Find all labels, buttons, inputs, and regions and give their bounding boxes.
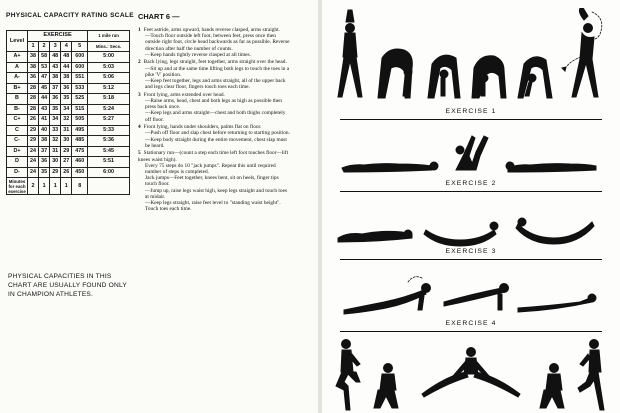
exercise-1-label: EXERCISE 1 (445, 108, 497, 115)
minutes-cell: 8 (72, 178, 88, 195)
table-cell: 515 (72, 104, 88, 115)
figure-standing-arms-up (338, 10, 362, 97)
figure-front-lying (338, 230, 412, 242)
table-row (7, 83, 130, 94)
exercise-3-rule (340, 259, 602, 260)
table-cell: 48 (61, 52, 72, 63)
table-row (7, 94, 130, 105)
table-cell: 36 (28, 73, 39, 84)
table-row (7, 136, 130, 147)
table-cell: 24 (28, 146, 39, 157)
table-cell: 5:36 (88, 136, 130, 147)
table-cell: 5:18 (88, 94, 130, 105)
instruction-line: —Keep legs straight, raise feet level to "standing waist height". Touch toes each time. (145, 200, 281, 213)
table-header-row (7, 31, 130, 42)
table-cell: 48 (50, 52, 61, 63)
instruction-line: Every 75 steps do 10 "jack jumps". Repeat this until required number of steps is completed. (145, 162, 276, 176)
table-cell: 533 (72, 83, 88, 94)
table-cell: 36 (39, 157, 50, 168)
table-cell: 28 (28, 104, 39, 115)
table-body (7, 52, 130, 178)
figure-push-up-slap (444, 284, 509, 311)
champion-caption: PHYSICAL CAPACITIES IN THIS CHART ARE USUALLY FOUND ONLY IN CHAMPION ATHLETES. (8, 273, 127, 298)
instruction-line: —Raise arms, head, chest and both legs as high as possible then press back once. (145, 98, 282, 111)
table-cell: 525 (72, 94, 88, 105)
ex-number: 4 (61, 41, 72, 52)
table-cell: 43 (50, 62, 61, 73)
figure-push-up-low (518, 294, 596, 312)
level-cell: B (7, 94, 28, 105)
figure-back-lying-2 (506, 162, 596, 172)
exercise-2-figures (322, 124, 620, 178)
figure-squat-right (540, 364, 564, 409)
table-cell: 33 (50, 125, 61, 136)
table-cell: 27 (61, 157, 72, 168)
instruction-line: Jack jumps—Feet together, knees bent, sit on heels, finger tips touch floor. (145, 175, 279, 188)
exercise-4-rule (340, 331, 602, 332)
figure-arch-up (424, 222, 498, 246)
ex-number: 3 (50, 41, 61, 52)
table-cell: 505 (72, 115, 88, 126)
level-cell: A+ (7, 52, 28, 63)
table-cell: 38 (39, 136, 50, 147)
table-row (7, 73, 130, 84)
table-cell: 495 (72, 125, 88, 136)
table-cell: 600 (72, 52, 88, 63)
exercise-4-label: EXERCISE 4 (445, 320, 497, 327)
level-cell: B- (7, 104, 28, 115)
ex-number: 2 (39, 41, 50, 52)
table-cell: 53 (39, 62, 50, 73)
table-cell: 29 (61, 146, 72, 157)
table-cell: 38 (28, 62, 39, 73)
table-cell: 31 (50, 146, 61, 157)
chart-section (138, 150, 290, 212)
rating-scale-table (6, 30, 130, 195)
table-cell: 5:51 (88, 157, 130, 168)
chart-section (138, 124, 290, 149)
figure-bent-touch-center (428, 55, 460, 98)
table-cell: 450 (72, 167, 88, 178)
table-cell: 551 (72, 73, 88, 84)
figure-arch-up-2 (516, 218, 594, 244)
level-cell: D (7, 157, 28, 168)
level-cell: C- (7, 136, 28, 147)
minutes-cell: 1 (50, 178, 61, 195)
instruction-line: —Touch floor outside left foot, between feet, press once then outside right foot, circle head backwards as far as possible. Reverse direction after half the number of counts. (145, 33, 290, 52)
instruction-line: —Keep legs and arms straight—chest and both thighs completely off floor. (145, 110, 286, 123)
table-row (7, 52, 130, 63)
instruction-line: Stationary run—(count a step each time left foot touches floor—lift knees waist high). (138, 150, 289, 163)
minutes-cell: 1 (39, 178, 50, 195)
table-cell: 45 (39, 83, 50, 94)
table-row (7, 115, 130, 126)
table-cell: 35 (39, 167, 50, 178)
instruction-line: Feet astride, arms upward, hands reverse clasped, arms straight. (143, 27, 280, 33)
figure-bent-wide (518, 57, 552, 98)
table-cell: 5:00 (88, 52, 130, 63)
instruction-line: —Sit up and at the same time lifting both legs to touch the toes in a pike 'V' position. (145, 65, 290, 78)
table-cell: 35 (61, 94, 72, 105)
section-number: 2 (138, 59, 141, 66)
table-cell: 29 (50, 167, 61, 178)
figure-back-lying (342, 162, 438, 172)
section-number: 3 (138, 91, 141, 98)
level-cell: A- (7, 73, 28, 84)
chart-instructions (138, 27, 290, 214)
table-cell: 485 (72, 136, 88, 147)
table-row (7, 146, 130, 157)
table-row (7, 62, 130, 73)
table-cell: 5:12 (88, 83, 130, 94)
table-row (7, 157, 130, 168)
table-cell: 32 (50, 136, 61, 147)
run-header: 1 mile run (88, 31, 130, 42)
table-cell: 47 (39, 73, 50, 84)
chart-section (138, 92, 290, 123)
table-cell: 37 (39, 146, 50, 157)
table-cell: 29 (28, 136, 39, 147)
figure-arched-back (562, 8, 602, 97)
figure-v-sit (456, 136, 488, 170)
level-header: Level (7, 31, 28, 52)
figure-bent-touch-left (378, 49, 412, 98)
table-cell: 43 (39, 104, 50, 115)
figure-jack-jump (422, 348, 520, 398)
instruction-line: —Jump up, raise legs waist high, keep legs straight and touch toes at midair. (145, 187, 288, 200)
minutes-row (7, 178, 130, 195)
table-cell: 475 (72, 146, 88, 157)
exercise-2-label: EXERCISE 2 (445, 180, 497, 187)
level-cell: A (7, 62, 28, 73)
figure-push-up-start (344, 277, 431, 314)
table-cell: 38 (61, 73, 72, 84)
table-cell: 31 (61, 125, 72, 136)
ex-number: 5 (72, 41, 88, 52)
instruction-line: Front lying, hands under shoulders, palms flat on floor. (143, 124, 262, 131)
instruction-line: —Keep feet together, legs and arms straight, all of the upper back and legs clear floor, fingers touch toes each time. (145, 78, 286, 91)
table-cell: 58 (39, 52, 50, 63)
table-cell: 24 (28, 167, 39, 178)
exercise-4-figures (322, 264, 620, 318)
table-cell: 41 (39, 115, 50, 126)
table-cell: 30 (61, 136, 72, 147)
chart-section (138, 27, 290, 58)
figure-running-left (336, 340, 360, 411)
table-cell: 30 (50, 157, 61, 168)
table-cell: 5:24 (88, 104, 130, 115)
instruction-line: —Keep body straight during the entire movement, chest slap must be heard. (145, 136, 287, 149)
table-cell: 5:27 (88, 115, 130, 126)
section-number: 5 (138, 150, 141, 157)
table-cell: 6:00 (88, 167, 130, 178)
table-row (7, 104, 130, 115)
table-cell: 460 (72, 157, 88, 168)
level-cell: C+ (7, 115, 28, 126)
table-cell: 38 (50, 73, 61, 84)
instruction-line: —Keep hands tightly reverse clasped at all times. (145, 51, 251, 58)
exercise-2-rule (340, 191, 602, 192)
table-cell: 37 (50, 83, 61, 94)
minutes-label: Minutes for each exercise (8, 178, 26, 194)
level-cell: D+ (7, 146, 28, 157)
section-number: 4 (138, 124, 141, 131)
figure-running-right (578, 340, 604, 411)
instruction-line: Back lying, legs straight, feet together, arms straight over the head. (143, 59, 287, 66)
table-cell: 5:45 (88, 146, 130, 157)
table-cell: 29 (28, 125, 39, 136)
minutes-cell (88, 178, 130, 195)
table-cell: 26 (61, 167, 72, 178)
table-cell: 44 (61, 62, 72, 73)
section-number: 1 (138, 27, 141, 33)
chart-title: CHART 6 — (138, 12, 180, 21)
table-cell: 28 (28, 94, 39, 105)
table-cell: 34 (61, 104, 72, 115)
instruction-line: Front lying, arms extended over head. (143, 91, 225, 98)
exercise-3-label: EXERCISE 3 (445, 248, 497, 255)
table-cell: 5:03 (88, 62, 130, 73)
table-cell: 5:33 (88, 125, 130, 136)
level-cell: D- (7, 167, 28, 178)
level-cell: B+ (7, 83, 28, 94)
exercise-5-figures (322, 334, 620, 413)
table-cell: 28 (28, 83, 39, 94)
scale-title: PHYSICAL CAPACITY RATING SCALE (6, 12, 134, 19)
ex-number: 1 (28, 41, 39, 52)
exercise-3-figures (322, 196, 620, 248)
exercise-1-figures (322, 8, 620, 102)
table-cell: 24 (28, 157, 39, 168)
table-cell: 26 (28, 115, 39, 126)
table-row (7, 167, 130, 178)
table-cell: 35 (50, 104, 61, 115)
right-page (322, 0, 620, 413)
minutes-cell: 1 (61, 178, 72, 195)
table-cell: 34 (50, 115, 61, 126)
table-cell: 40 (39, 125, 50, 136)
mins-secs-header: Mins.: Secs. (88, 41, 130, 52)
chart-section (138, 59, 290, 90)
table-cell: 5:06 (88, 73, 130, 84)
instruction-line: —Push off floor and slap chest before returning to starting position. (145, 130, 290, 137)
table-row (7, 125, 130, 136)
level-cell: C (7, 125, 28, 136)
minutes-cell: 2 (28, 178, 39, 195)
table-cell: 36 (61, 83, 72, 94)
exercise-header: EXERCISE (28, 31, 88, 42)
table-cell: 38 (28, 52, 39, 63)
table-cell: 36 (50, 94, 61, 105)
table-cell: 32 (61, 115, 72, 126)
exercise-1-rule (340, 119, 602, 120)
figure-bent-touch-right (472, 56, 506, 98)
table-cell: 600 (72, 62, 88, 73)
figure-squat-left (374, 364, 398, 409)
table-cell: 44 (39, 94, 50, 105)
